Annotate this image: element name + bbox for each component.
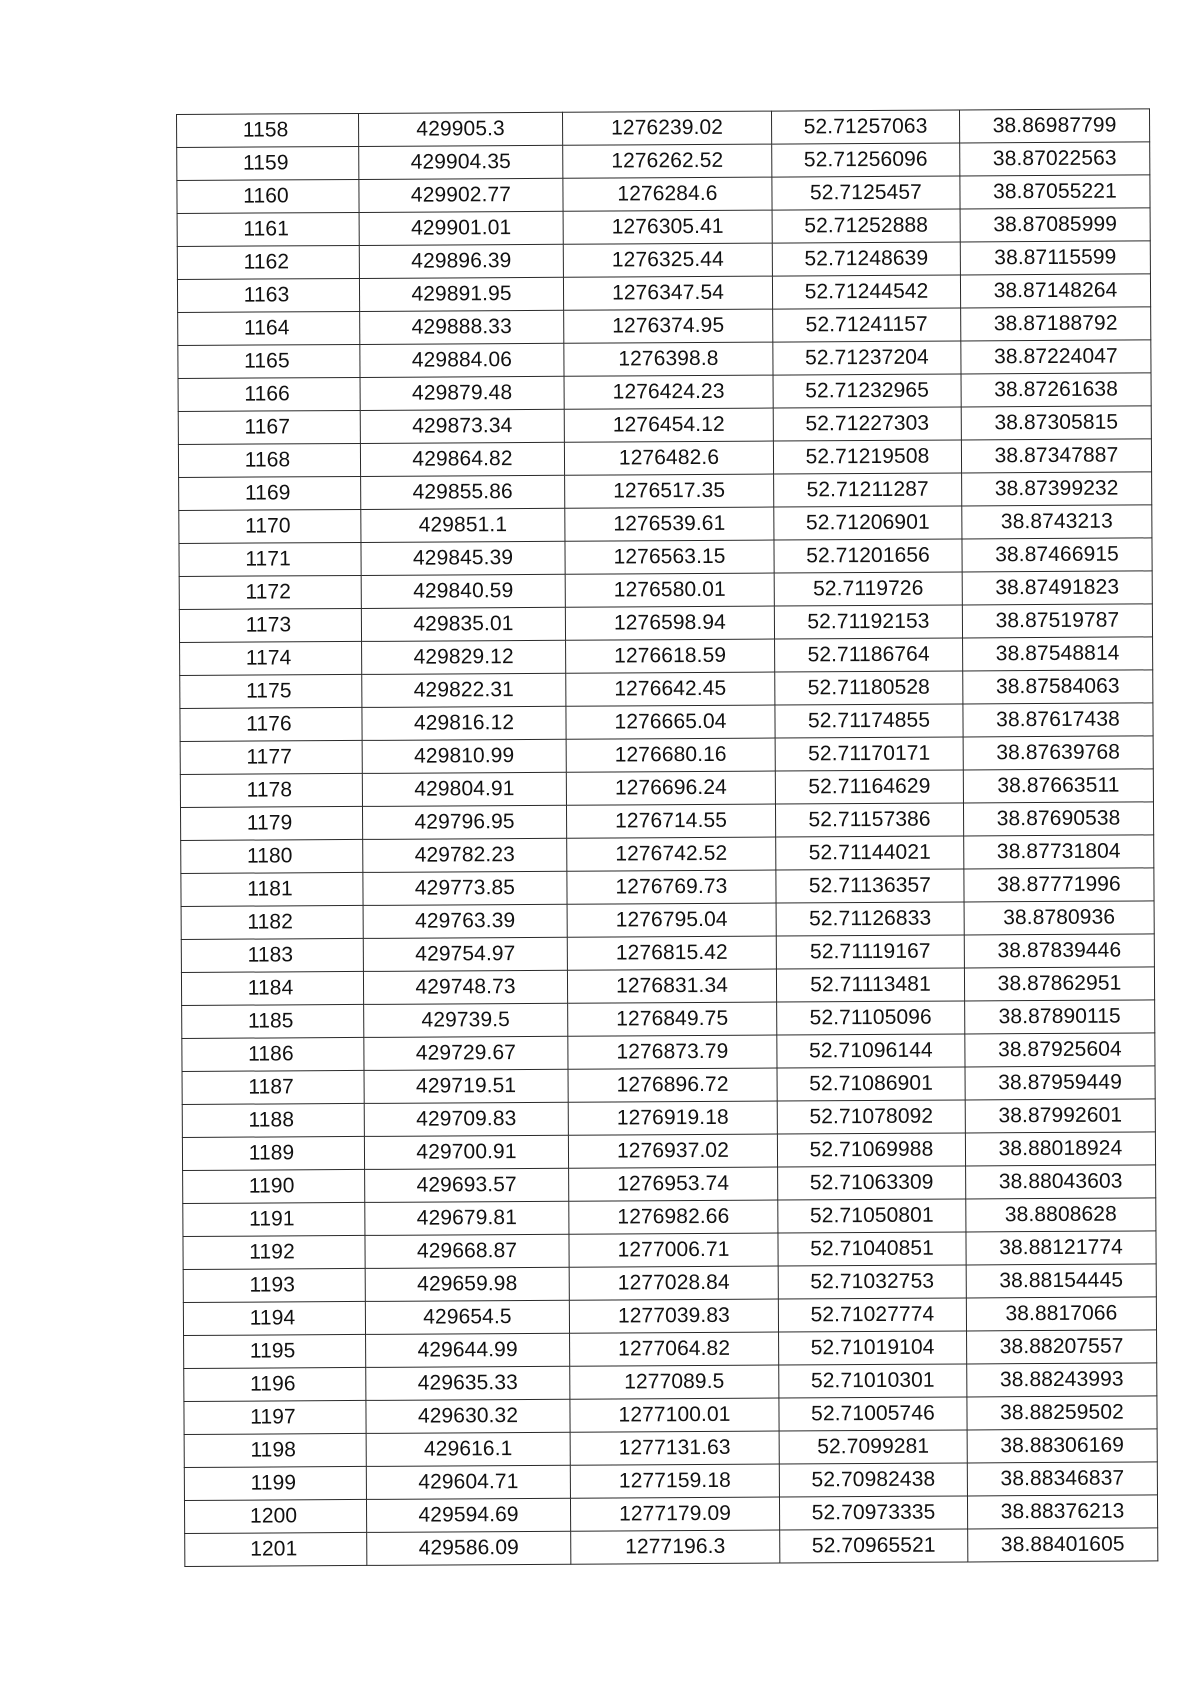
- y-coordinate-cell: 1277089.5: [570, 1365, 779, 1399]
- x-coordinate-cell: 429902.77: [359, 178, 563, 212]
- y-coordinate-cell: 1276454.12: [564, 408, 773, 442]
- table-row: [184, 1462, 1157, 1501]
- latitude-cell: 52.71032753: [778, 1265, 966, 1299]
- longitude-cell: 38.87731804: [964, 835, 1154, 869]
- y-coordinate-cell: 1276919.18: [568, 1101, 777, 1135]
- y-coordinate-cell: 1276742.52: [567, 837, 776, 871]
- x-coordinate-cell: 429748.73: [363, 970, 567, 1004]
- table-row: [182, 1099, 1155, 1138]
- table-row: [180, 736, 1153, 775]
- table-row: [181, 934, 1154, 973]
- latitude-cell: 52.71241157: [773, 308, 961, 342]
- longitude-cell: 38.8780936: [964, 901, 1154, 935]
- x-coordinate-cell: 429891.95: [359, 277, 563, 311]
- table-row: [180, 769, 1153, 808]
- latitude-cell: 52.71232965: [773, 374, 961, 408]
- y-coordinate-cell: 1276618.59: [566, 639, 775, 673]
- point-number-cell: 1178: [180, 773, 362, 807]
- point-number-cell: 1195: [184, 1334, 366, 1368]
- latitude-cell: 52.71252888: [772, 209, 960, 243]
- table-row: [179, 571, 1152, 610]
- table-row: [182, 1066, 1155, 1105]
- latitude-cell: 52.71174855: [775, 704, 963, 738]
- point-number-cell: 1174: [180, 641, 362, 675]
- latitude-cell: 52.71086901: [777, 1067, 965, 1101]
- y-coordinate-cell: 1276347.54: [563, 276, 772, 310]
- latitude-cell: 52.71186764: [775, 638, 963, 672]
- x-coordinate-cell: 429719.51: [364, 1069, 568, 1103]
- point-number-cell: 1191: [183, 1202, 365, 1236]
- point-number-cell: 1183: [181, 938, 363, 972]
- x-coordinate-cell: 429864.82: [360, 442, 564, 476]
- latitude-cell: 52.71257063: [771, 110, 959, 144]
- longitude-cell: 38.87347887: [961, 439, 1151, 473]
- latitude-cell: 52.71144021: [776, 836, 964, 870]
- point-number-cell: 1172: [179, 575, 361, 609]
- point-number-cell: 1198: [184, 1433, 366, 1467]
- longitude-cell: 38.88207557: [967, 1330, 1157, 1364]
- table-row: [183, 1198, 1156, 1237]
- longitude-cell: 38.87690538: [963, 802, 1153, 836]
- table-row: [184, 1363, 1157, 1402]
- longitude-cell: 38.88259502: [967, 1396, 1157, 1430]
- longitude-cell: 38.87148264: [960, 274, 1150, 308]
- x-coordinate-cell: 429901.01: [359, 211, 563, 245]
- point-number-cell: 1166: [178, 377, 360, 411]
- x-coordinate-cell: 429804.91: [362, 772, 566, 806]
- latitude-cell: 52.71170171: [775, 737, 963, 771]
- x-coordinate-cell: 429659.98: [365, 1267, 569, 1301]
- table-row: [179, 505, 1152, 544]
- x-coordinate-cell: 429729.67: [364, 1036, 568, 1070]
- y-coordinate-cell: 1276953.74: [569, 1167, 778, 1201]
- latitude-cell: 52.71119167: [776, 935, 964, 969]
- y-coordinate-cell: 1276696.24: [566, 771, 775, 805]
- latitude-cell: 52.71113481: [776, 968, 964, 1002]
- longitude-cell: 38.87839446: [964, 934, 1154, 968]
- table-row: [181, 835, 1154, 874]
- y-coordinate-cell: 1276517.35: [565, 474, 774, 508]
- x-coordinate-cell: 429616.1: [366, 1432, 570, 1466]
- latitude-cell: 52.71237204: [773, 341, 961, 375]
- x-coordinate-cell: 429879.48: [360, 376, 564, 410]
- y-coordinate-cell: 1276831.34: [567, 969, 776, 1003]
- latitude-cell: 52.71096144: [777, 1034, 965, 1068]
- x-coordinate-cell: 429822.31: [362, 673, 566, 707]
- x-coordinate-cell: 429840.59: [361, 574, 565, 608]
- point-number-cell: 1159: [177, 146, 359, 180]
- table-row: [177, 109, 1150, 148]
- longitude-cell: 38.87085999: [960, 208, 1150, 242]
- point-number-cell: 1160: [177, 179, 359, 213]
- table-row: [180, 802, 1153, 841]
- longitude-cell: 38.87115599: [960, 241, 1150, 275]
- y-coordinate-cell: 1276580.01: [565, 573, 774, 607]
- longitude-cell: 38.87862951: [964, 967, 1154, 1001]
- point-number-cell: 1173: [179, 608, 361, 642]
- x-coordinate-cell: 429654.5: [365, 1300, 569, 1334]
- x-coordinate-cell: 429810.99: [362, 739, 566, 773]
- y-coordinate-cell: 1276896.72: [568, 1068, 777, 1102]
- y-coordinate-cell: 1277100.01: [570, 1398, 779, 1432]
- x-coordinate-cell: 429829.12: [362, 640, 566, 674]
- table-row: [184, 1429, 1157, 1468]
- y-coordinate-cell: 1276665.04: [566, 705, 775, 739]
- longitude-cell: 38.87022563: [960, 142, 1150, 176]
- point-number-cell: 1164: [178, 311, 360, 345]
- longitude-cell: 38.88018924: [965, 1132, 1155, 1166]
- table-row: [182, 1000, 1155, 1039]
- y-coordinate-cell: 1277039.83: [569, 1299, 778, 1333]
- point-number-cell: 1161: [177, 212, 359, 246]
- longitude-cell: 38.88376213: [967, 1495, 1157, 1529]
- table-row: [183, 1264, 1156, 1303]
- longitude-cell: 38.87548814: [963, 637, 1153, 671]
- table-row: [178, 307, 1151, 346]
- point-number-cell: 1199: [184, 1466, 366, 1500]
- latitude-cell: 52.70982438: [779, 1463, 967, 1497]
- longitude-cell: 38.88243993: [967, 1363, 1157, 1397]
- y-coordinate-cell: 1277131.63: [570, 1431, 779, 1465]
- y-coordinate-cell: 1276262.52: [563, 144, 772, 178]
- y-coordinate-cell: 1276539.61: [565, 507, 774, 541]
- latitude-cell: 52.71201656: [774, 539, 962, 573]
- longitude-cell: 38.88401605: [968, 1528, 1158, 1562]
- longitude-cell: 38.86987799: [959, 109, 1149, 143]
- table-row: [179, 472, 1152, 511]
- latitude-cell: 52.71206901: [774, 506, 962, 540]
- x-coordinate-cell: 429644.99: [366, 1333, 570, 1367]
- table-row: [180, 703, 1153, 742]
- x-coordinate-cell: 429904.35: [359, 145, 563, 179]
- longitude-cell: 38.8808628: [966, 1198, 1156, 1232]
- y-coordinate-cell: 1276563.15: [565, 540, 774, 574]
- y-coordinate-cell: 1276982.66: [569, 1200, 778, 1234]
- latitude-cell: 52.70973335: [779, 1496, 967, 1530]
- point-number-cell: 1192: [183, 1235, 365, 1269]
- table-row: [177, 241, 1150, 280]
- latitude-cell: 52.7119726: [774, 572, 962, 606]
- longitude-cell: 38.88346837: [967, 1462, 1157, 1496]
- latitude-cell: 52.71105096: [777, 1001, 965, 1035]
- latitude-cell: 52.71019104: [779, 1331, 967, 1365]
- x-coordinate-cell: 429851.1: [361, 508, 565, 542]
- table-row: [178, 373, 1151, 412]
- latitude-cell: 52.7125457: [772, 176, 960, 210]
- table-row: [178, 406, 1151, 445]
- latitude-cell: 52.71219508: [773, 440, 961, 474]
- y-coordinate-cell: 1277064.82: [570, 1332, 779, 1366]
- latitude-cell: 52.71248639: [772, 242, 960, 276]
- table-row: [181, 868, 1154, 907]
- latitude-cell: 52.70965521: [780, 1529, 968, 1563]
- longitude-cell: 38.87466915: [962, 538, 1152, 572]
- x-coordinate-cell: 429709.83: [364, 1102, 568, 1136]
- table-row: [185, 1528, 1158, 1567]
- latitude-cell: 52.71192153: [774, 605, 962, 639]
- point-number-cell: 1181: [181, 872, 363, 906]
- y-coordinate-cell: 1276769.73: [567, 870, 776, 904]
- point-number-cell: 1201: [185, 1532, 367, 1566]
- y-coordinate-cell: 1276284.6: [563, 177, 772, 211]
- latitude-cell: 52.71040851: [778, 1232, 966, 1266]
- longitude-cell: 38.87519787: [962, 604, 1152, 638]
- longitude-cell: 38.87890115: [965, 1000, 1155, 1034]
- x-coordinate-cell: 429594.69: [366, 1498, 570, 1532]
- table-row: [178, 439, 1151, 478]
- longitude-cell: 38.88154445: [966, 1264, 1156, 1298]
- latitude-cell: 52.71256096: [772, 143, 960, 177]
- x-coordinate-cell: 429782.23: [363, 838, 567, 872]
- latitude-cell: 52.7099281: [779, 1430, 967, 1464]
- latitude-cell: 52.71211287: [774, 473, 962, 507]
- table-row: [183, 1165, 1156, 1204]
- longitude-cell: 38.87305815: [961, 406, 1151, 440]
- table-row: [183, 1231, 1156, 1270]
- table-row: [179, 538, 1152, 577]
- point-number-cell: 1176: [180, 707, 362, 741]
- latitude-cell: 52.71063309: [778, 1166, 966, 1200]
- table-row: [184, 1330, 1157, 1369]
- point-number-cell: 1168: [178, 443, 360, 477]
- y-coordinate-cell: 1277028.84: [569, 1266, 778, 1300]
- x-coordinate-cell: 429905.3: [358, 112, 562, 146]
- point-number-cell: 1190: [183, 1169, 365, 1203]
- y-coordinate-cell: 1276482.6: [564, 441, 773, 475]
- point-number-cell: 1171: [179, 542, 361, 576]
- x-coordinate-cell: 429845.39: [361, 541, 565, 575]
- table-row: [177, 175, 1150, 214]
- longitude-cell: 38.87925604: [965, 1033, 1155, 1067]
- point-number-cell: 1187: [182, 1070, 364, 1104]
- table-row: [177, 274, 1150, 313]
- point-number-cell: 1193: [183, 1268, 365, 1302]
- x-coordinate-cell: 429668.87: [365, 1234, 569, 1268]
- table-row: [183, 1297, 1156, 1336]
- point-number-cell: 1158: [177, 113, 359, 147]
- y-coordinate-cell: 1276937.02: [568, 1134, 777, 1168]
- y-coordinate-cell: 1276680.16: [566, 738, 775, 772]
- point-number-cell: 1194: [183, 1301, 365, 1335]
- table-row: [182, 1033, 1155, 1072]
- latitude-cell: 52.71164629: [775, 770, 963, 804]
- x-coordinate-cell: 429739.5: [364, 1003, 568, 1037]
- table-row: [184, 1396, 1157, 1435]
- y-coordinate-cell: 1276642.45: [566, 672, 775, 706]
- longitude-cell: 38.87399232: [962, 472, 1152, 506]
- table-row: [184, 1495, 1157, 1534]
- x-coordinate-cell: 429873.34: [360, 409, 564, 443]
- point-number-cell: 1179: [180, 806, 362, 840]
- longitude-cell: 38.87055221: [960, 175, 1150, 209]
- latitude-cell: 52.71244542: [772, 275, 960, 309]
- latitude-cell: 52.71050801: [778, 1199, 966, 1233]
- x-coordinate-cell: 429816.12: [362, 706, 566, 740]
- point-number-cell: 1180: [181, 839, 363, 873]
- table-row: [180, 637, 1153, 676]
- point-number-cell: 1182: [181, 905, 363, 939]
- latitude-cell: 52.71005746: [779, 1397, 967, 1431]
- x-coordinate-cell: 429763.39: [363, 904, 567, 938]
- coordinates-table: [176, 108, 1158, 1567]
- coordinates-table-container: [176, 108, 1157, 1567]
- longitude-cell: 38.88306169: [967, 1429, 1157, 1463]
- latitude-cell: 52.71227303: [773, 407, 961, 441]
- x-coordinate-cell: 429855.86: [361, 475, 565, 509]
- point-number-cell: 1188: [182, 1103, 364, 1137]
- x-coordinate-cell: 429679.81: [365, 1201, 569, 1235]
- latitude-cell: 52.71078092: [777, 1100, 965, 1134]
- x-coordinate-cell: 429586.09: [367, 1531, 571, 1565]
- point-number-cell: 1196: [184, 1367, 366, 1401]
- longitude-cell: 38.87639768: [963, 736, 1153, 770]
- y-coordinate-cell: 1276325.44: [563, 243, 772, 277]
- point-number-cell: 1185: [182, 1004, 364, 1038]
- point-number-cell: 1162: [177, 245, 359, 279]
- point-number-cell: 1177: [180, 740, 362, 774]
- y-coordinate-cell: 1276374.95: [564, 309, 773, 343]
- latitude-cell: 52.71180528: [775, 671, 963, 705]
- y-coordinate-cell: 1276398.8: [564, 342, 773, 376]
- longitude-cell: 38.88043603: [966, 1165, 1156, 1199]
- y-coordinate-cell: 1276239.02: [562, 111, 771, 145]
- y-coordinate-cell: 1276873.79: [568, 1035, 777, 1069]
- y-coordinate-cell: 1277159.18: [570, 1464, 779, 1498]
- table-row: [177, 208, 1150, 247]
- longitude-cell: 38.87771996: [964, 868, 1154, 902]
- coordinates-table-body: [177, 109, 1158, 1567]
- x-coordinate-cell: 429796.95: [362, 805, 566, 839]
- longitude-cell: 38.8817066: [966, 1297, 1156, 1331]
- longitude-cell: 38.87663511: [963, 769, 1153, 803]
- x-coordinate-cell: 429835.01: [361, 607, 565, 641]
- y-coordinate-cell: 1277179.09: [570, 1497, 779, 1531]
- point-number-cell: 1189: [182, 1136, 364, 1170]
- x-coordinate-cell: 429604.71: [366, 1465, 570, 1499]
- y-coordinate-cell: 1277006.71: [569, 1233, 778, 1267]
- y-coordinate-cell: 1276598.94: [565, 606, 774, 640]
- latitude-cell: 52.71069988: [777, 1133, 965, 1167]
- x-coordinate-cell: 429754.97: [363, 937, 567, 971]
- longitude-cell: 38.87188792: [961, 307, 1151, 341]
- latitude-cell: 52.71010301: [779, 1364, 967, 1398]
- longitude-cell: 38.87224047: [961, 340, 1151, 374]
- table-row: [181, 901, 1154, 940]
- point-number-cell: 1200: [184, 1499, 366, 1533]
- point-number-cell: 1186: [182, 1037, 364, 1071]
- table-row: [180, 670, 1153, 709]
- point-number-cell: 1184: [181, 971, 363, 1005]
- table-row: [181, 967, 1154, 1006]
- x-coordinate-cell: 429700.91: [364, 1135, 568, 1169]
- x-coordinate-cell: 429884.06: [360, 343, 564, 377]
- longitude-cell: 38.87584063: [963, 670, 1153, 704]
- x-coordinate-cell: 429630.32: [366, 1399, 570, 1433]
- point-number-cell: 1169: [179, 476, 361, 510]
- y-coordinate-cell: 1276305.41: [563, 210, 772, 244]
- table-row: [182, 1132, 1155, 1171]
- point-number-cell: 1165: [178, 344, 360, 378]
- y-coordinate-cell: 1276795.04: [567, 903, 776, 937]
- longitude-cell: 38.8743213: [962, 505, 1152, 539]
- point-number-cell: 1170: [179, 509, 361, 543]
- y-coordinate-cell: 1277196.3: [571, 1530, 780, 1564]
- longitude-cell: 38.87261638: [961, 373, 1151, 407]
- point-number-cell: 1197: [184, 1400, 366, 1434]
- x-coordinate-cell: 429693.57: [365, 1168, 569, 1202]
- x-coordinate-cell: 429896.39: [359, 244, 563, 278]
- longitude-cell: 38.87992601: [965, 1099, 1155, 1133]
- point-number-cell: 1167: [178, 410, 360, 444]
- longitude-cell: 38.87491823: [962, 571, 1152, 605]
- x-coordinate-cell: 429773.85: [363, 871, 567, 905]
- longitude-cell: 38.87959449: [965, 1066, 1155, 1100]
- latitude-cell: 52.71126833: [776, 902, 964, 936]
- y-coordinate-cell: 1276424.23: [564, 375, 773, 409]
- y-coordinate-cell: 1276849.75: [568, 1002, 777, 1036]
- latitude-cell: 52.71136357: [776, 869, 964, 903]
- x-coordinate-cell: 429888.33: [360, 310, 564, 344]
- table-row: [177, 142, 1150, 181]
- y-coordinate-cell: 1276815.42: [567, 936, 776, 970]
- longitude-cell: 38.88121774: [966, 1231, 1156, 1265]
- table-row: [178, 340, 1151, 379]
- latitude-cell: 52.71157386: [775, 803, 963, 837]
- longitude-cell: 38.87617438: [963, 703, 1153, 737]
- latitude-cell: 52.71027774: [778, 1298, 966, 1332]
- table-row: [179, 604, 1152, 643]
- y-coordinate-cell: 1276714.55: [566, 804, 775, 838]
- point-number-cell: 1175: [180, 674, 362, 708]
- point-number-cell: 1163: [177, 278, 359, 312]
- x-coordinate-cell: 429635.33: [366, 1366, 570, 1400]
